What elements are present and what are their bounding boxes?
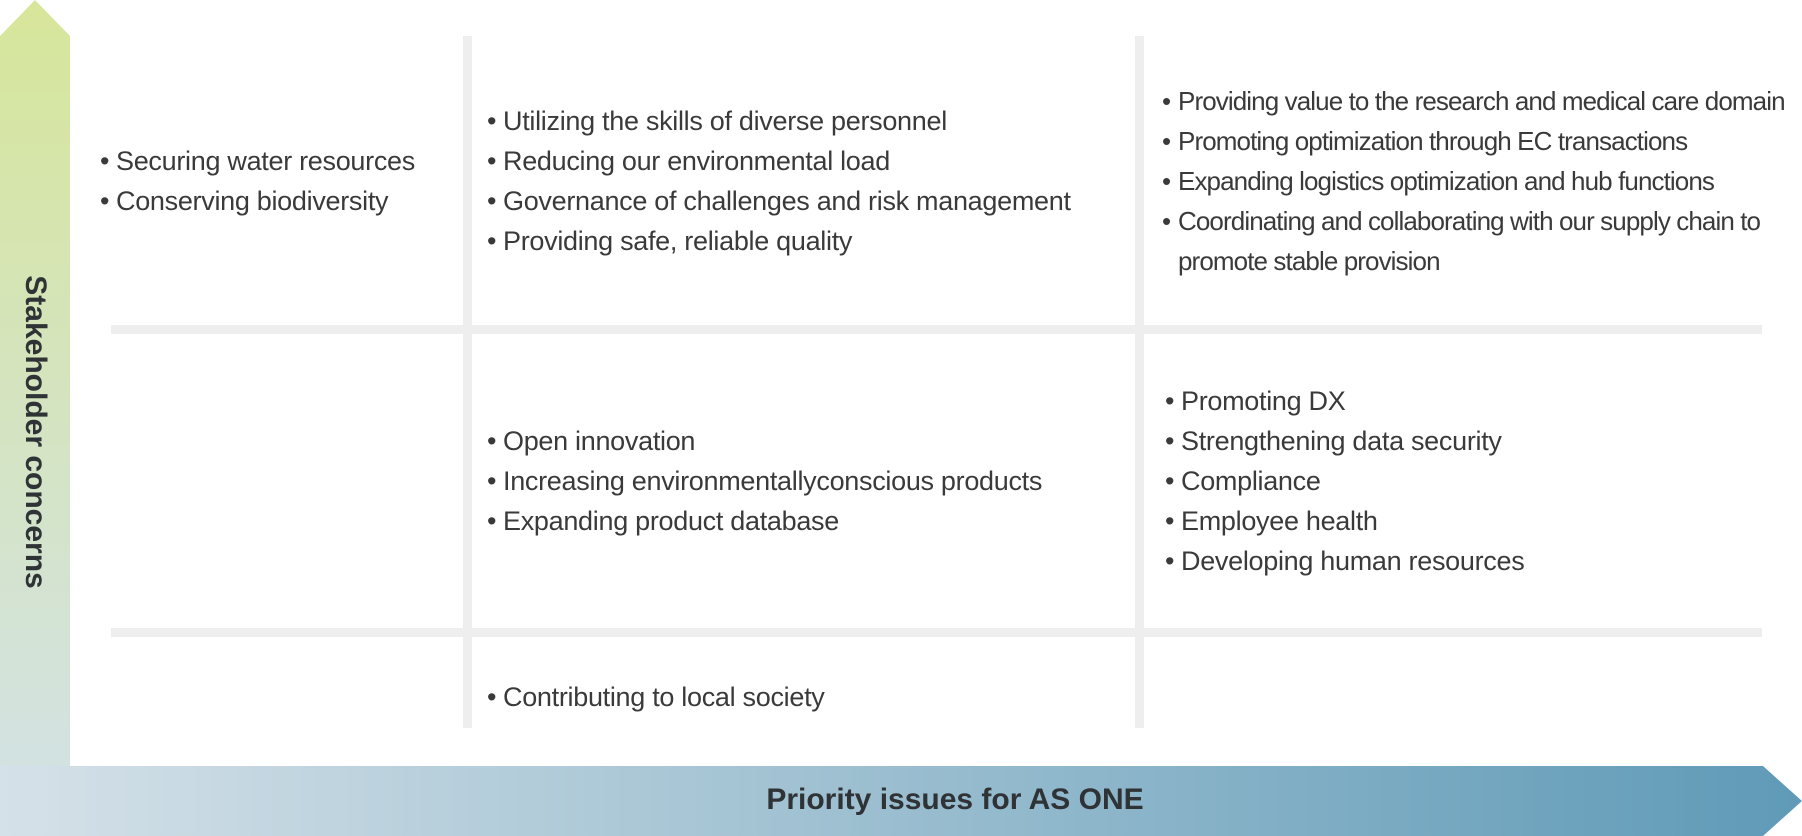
issue-list <box>100 141 460 221</box>
issue-item: • Providing value to the research and medical care domain <box>1162 81 1787 121</box>
issue-item: • Promoting optimization through EC transactions <box>1162 121 1787 161</box>
issue-item: • Governance of challenges and risk management <box>487 181 1132 221</box>
issue-item: • Coordinating and collaborating with our supply chain to promote stable provision <box>1162 201 1787 281</box>
issue-item: • Compliance <box>1165 461 1785 501</box>
grid-line-vertical-2 <box>1135 36 1144 728</box>
issue-item: • Strengthening data security <box>1165 421 1785 461</box>
issue-item: • Expanding product database <box>487 501 1132 541</box>
issue-item: • Providing safe, reliable quality <box>487 221 1132 261</box>
issue-list <box>487 421 1132 541</box>
issue-item: • Contributing to local society <box>487 677 1132 717</box>
grid-line-vertical-1 <box>463 36 472 728</box>
matrix-cell <box>1162 36 1787 325</box>
matrix-cell <box>487 637 1132 799</box>
matrix-cell <box>487 36 1132 325</box>
grid-line-horizontal-1 <box>111 325 1762 334</box>
issue-list <box>1165 381 1785 581</box>
y-axis-label: Stakeholder concerns <box>19 275 52 589</box>
matrix-cell <box>487 334 1132 628</box>
issue-item: • Employee health <box>1165 501 1785 541</box>
matrix-cell <box>100 36 460 325</box>
issue-item: • Reducing our environmental load <box>487 141 1132 181</box>
x-axis-label: Priority issues for AS ONE <box>766 783 1144 816</box>
issue-list <box>487 677 1132 717</box>
issue-item: • Utilizing the skills of diverse personnel <box>487 101 1132 141</box>
issue-item: • Securing water resources <box>100 141 460 181</box>
issue-item: • Increasing environmentallyconscious products <box>487 461 1132 501</box>
issue-item: • Open innovation <box>487 421 1132 461</box>
issue-list <box>1162 81 1787 281</box>
grid-line-horizontal-2 <box>111 628 1762 637</box>
issue-item: • Developing human resources <box>1165 541 1785 581</box>
matrix-cell <box>1165 334 1785 628</box>
issue-item: • Promoting DX <box>1165 381 1785 421</box>
issue-list <box>487 101 1132 261</box>
issue-item: • Conserving biodiversity <box>100 181 460 221</box>
issue-item: • Expanding logistics optimization and hub functions <box>1162 161 1787 201</box>
